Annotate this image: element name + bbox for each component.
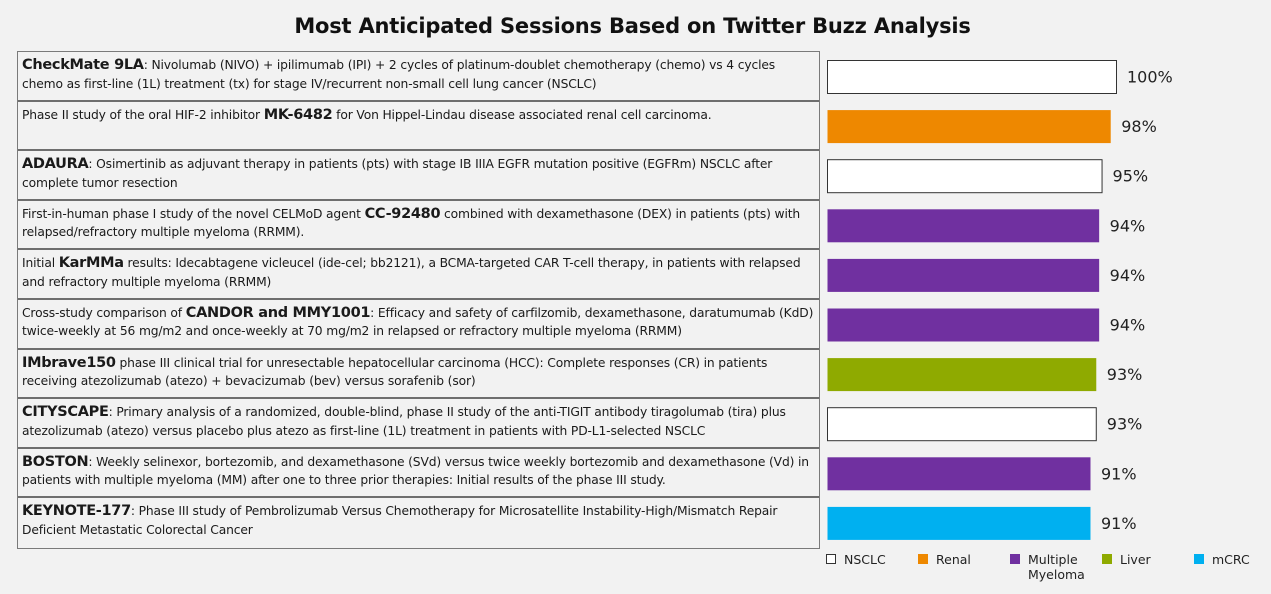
legend-label — [936, 552, 1006, 567]
session-description: combined with dexamethasone (DEX) in patients (pts) with relapsed/refractory multiple myeloma (RRMM). — [22, 206, 801, 240]
session-row — [18, 151, 819, 201]
bar — [828, 309, 1100, 342]
legend-label — [1120, 552, 1190, 567]
chart-legend — [826, 552, 1266, 588]
legend-swatch — [918, 554, 928, 564]
session-name: ADAURA — [22, 156, 89, 173]
session-description: for Von Hippel-Lindau disease associated renal cell carcinoma. — [332, 107, 712, 122]
legend-swatch — [1010, 554, 1020, 564]
session-description: : Phase III study of Pembrolizumab Versus Chemotherapy for Microsatellite Instability-High/Mismatch Repair Deficient Metastatic Colorectal Cancer — [22, 504, 778, 537]
session-description: : Primary analysis of a randomized, double-blind, phase II study of the anti-TIGIT antibody tiragolumab (tira) plus atezolizumab (atezo) versus placebo plus atezo as first-line (1L) treatment in patients with PD-L1-selected NSCLC — [22, 405, 786, 438]
bar-value-label: 94% — [1109, 315, 1146, 335]
bar — [828, 507, 1091, 540]
legend-label-line: NSCLC — [844, 552, 886, 567]
bar-value-label: 94% — [1109, 265, 1146, 285]
legend-item — [1010, 552, 1098, 582]
session-table — [17, 51, 820, 549]
bar — [828, 160, 1103, 193]
session-text: Initial — [22, 256, 59, 271]
legend-label-line: Myeloma — [1028, 567, 1085, 582]
bar-value-label: 93% — [1106, 414, 1143, 434]
session-name: BOSTON — [22, 453, 89, 470]
bar-value-label: 94% — [1109, 216, 1146, 236]
bar-value-label: 95% — [1112, 166, 1149, 186]
bar-value-label: 93% — [1106, 365, 1143, 385]
bar — [828, 209, 1100, 242]
legend-item — [1194, 552, 1271, 567]
chart-title: Most Anticipated Sessions Based on Twitter Buzz Analysis — [294, 14, 971, 38]
session-name: IMbrave150 — [22, 354, 116, 371]
session-description: : Osimertinib as adjuvant therapy in patients (pts) with stage IB IIIA EGFR mutation positive (EGFRm) NSCLC after complete tumor resection — [22, 157, 773, 190]
bar — [828, 358, 1097, 391]
legend-label — [1212, 552, 1271, 567]
legend-item — [918, 552, 1006, 567]
session-description: : Weekly selinexor, bortezomib, and dexamethasone (SVd) versus twice weekly bortezomib and dexamethasone (Vd) in patients with multiple myeloma (MM) after one to three prior therapies: Initial results of the phase III study. — [22, 454, 809, 488]
session-row — [18, 250, 819, 300]
session-row — [18, 201, 819, 251]
session-row — [18, 102, 819, 152]
bar-chart — [820, 51, 1260, 547]
session-description: : Nivolumab (NIVO) + ipilimumab (IPI) + 2 cycles of platinum-doublet chemotherapy (chemo) vs 4 cycles chemo as first-line (1L) treatment (tx) for stage IV/recurrent non-small cell lung cancer (NSCLC) — [22, 58, 776, 91]
bar — [828, 408, 1097, 441]
bar-value-label: 98% — [1121, 117, 1157, 137]
session-row — [18, 300, 819, 350]
session-description: phase III clinical trial for unresectable hepatocellular carcinoma (HCC): Complete responses (CR) in patients receiving atezolizumab (atezo) + bevacizumab (bev) versus sorafenib (sor) — [22, 355, 768, 389]
session-name: CANDOR and MMY1001 — [185, 304, 371, 321]
session-text: Cross-study comparison of — [22, 305, 186, 320]
legend-swatch — [826, 554, 836, 564]
bar — [828, 110, 1111, 143]
legend-item — [826, 552, 914, 567]
session-name: MK-6482 — [263, 106, 333, 123]
session-row — [18, 399, 819, 449]
legend-label-line: Renal — [936, 552, 971, 567]
session-description: : Efficacy and safety of carfilzomib, dexamethasone, daratumumab (KdD) twice-weekly at 56 mg/m2 and once-weekly at 70 mg/m2 in relapsed or refractory multiple myeloma (RRMM) — [22, 305, 814, 339]
session-row — [18, 52, 819, 102]
legend-item — [1102, 552, 1190, 567]
bar-value-label: 91% — [1100, 513, 1137, 533]
legend-label-line: mCRC — [1212, 552, 1250, 567]
bar-value-label: 100% — [1127, 67, 1173, 87]
session-text: First-in-human phase I study of the novel CELMoD agent — [22, 206, 365, 221]
session-name: KarMMa — [58, 255, 124, 272]
legend-swatch — [1194, 554, 1204, 564]
legend-label-line: Multiple — [1028, 552, 1078, 567]
bar — [828, 457, 1091, 490]
bar-value-label: 91% — [1100, 464, 1137, 484]
session-row — [18, 350, 819, 400]
session-row — [18, 498, 819, 548]
bar — [828, 259, 1100, 292]
session-name: KEYNOTE-177 — [22, 503, 131, 520]
session-description: results: Idecabtagene vicleucel (ide-cel; bb2121), a BCMA-targeted CAR T-cell therapy, in patients with relapsed and refractory multiple myeloma (RRMM) — [22, 256, 801, 289]
session-name: CC-92480 — [364, 205, 441, 222]
session-row — [18, 449, 819, 499]
session-name: CheckMate 9LA — [22, 57, 144, 73]
session-text: Phase II study of the oral HIF-2 inhibitor — [22, 107, 264, 122]
legend-label-line: Liver — [1120, 552, 1151, 567]
legend-label — [1028, 552, 1098, 582]
legend-label — [844, 552, 914, 567]
legend-swatch — [1102, 554, 1112, 564]
bar — [828, 61, 1117, 94]
session-name: CITYSCAPE — [22, 404, 109, 421]
